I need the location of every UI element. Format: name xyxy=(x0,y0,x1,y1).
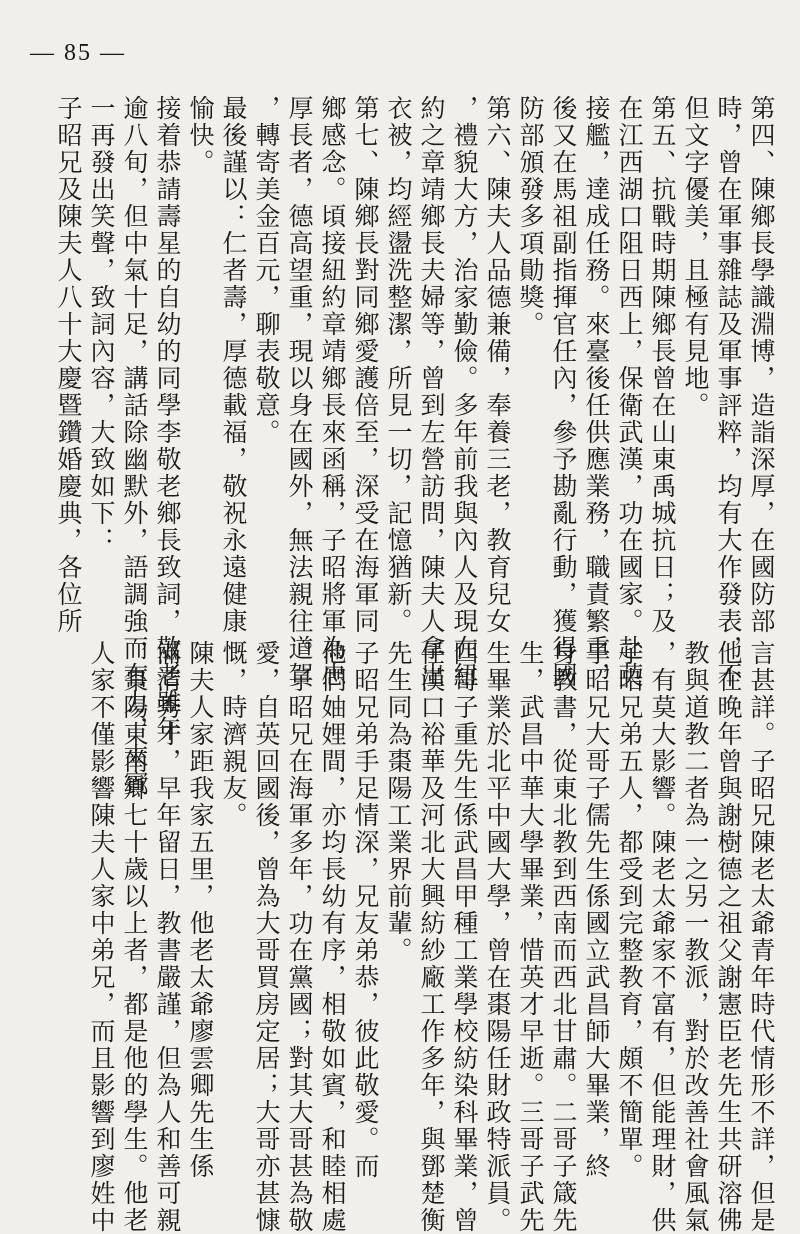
text-column: 在江西湖口阻日西上，保衛武漢，功在國家。赴英 xyxy=(615,95,644,689)
text-column: 子昭兄弟五人，都受到完整教育，頗不簡單。 xyxy=(615,640,644,1180)
text-column: 陳夫人家距我家五里，他老太爺廖雲卿先生係 xyxy=(186,640,215,1180)
text-column: ，禮貌大方，治家勤儉。多年前我與內人及現在紐 xyxy=(450,95,479,689)
text-column: 子昭兄大哥子儒先生係國立武昌師大畢業，終 xyxy=(582,640,611,1180)
text-column: 他在晚年曾與謝樹德之祖父謝憲臣老先生共研溶佛 xyxy=(714,640,743,1234)
text-column: 逾八旬，但中氣十足，講話除幽默外，語調強而有力，來賓 xyxy=(120,95,149,797)
text-column: 四哥子重先生係武昌甲種工業學校紡染科畢業，曾 xyxy=(450,640,479,1234)
text-column: 第六、陳夫人品德兼備，奉養三老，教育兒女 xyxy=(483,95,512,635)
lower-text-block xyxy=(85,640,778,1234)
text-column: 鄉感念。頃接紐約章靖鄉長來函稱，子昭將軍為忠 xyxy=(318,95,347,689)
text-column: 慨，時濟親友。 xyxy=(219,640,248,829)
text-column: 接着恭請壽星的自幼的同學李敬老鄉長致詞，敬老雖年 xyxy=(153,95,182,743)
text-column: 教與道教二者為一之另一教派，對於改善社會風氣 xyxy=(681,640,710,1234)
text-column: 。子昭兄在海軍多年，功在黨國；對其大哥甚為敬 xyxy=(285,640,314,1234)
text-column: 任漢口裕華及河北大興紡紗廠工作多年，與鄧楚衡 xyxy=(417,640,446,1234)
text-column: 厚長者，德高望重，現以身在國外，無法親往道賀 xyxy=(285,95,314,689)
text-column: ，棗陽東南鄉七十歲以上者，都是他的學生。他老 xyxy=(120,640,149,1234)
page-number: — 85 — xyxy=(30,40,126,66)
text-column: 第五、抗戰時期陳鄉長曾在山東禹城抗日；及 xyxy=(648,95,677,635)
text-column: ，有莫大影響。陳老太爺家不富有，但能理財，供 xyxy=(648,640,677,1234)
text-column: 子昭兄弟手足情深，兄友弟恭，彼此敬愛。而 xyxy=(351,640,380,1180)
text-column: 最後謹以：仁者壽，厚德載福，敬祝永遠健康 xyxy=(219,95,248,635)
text-column: 他們妯娌間，亦均長幼有序，相敬如賓，和睦相處 xyxy=(318,640,347,1234)
text-column: 滿清秀才，早年留日，教書嚴謹，但為人和善可親 xyxy=(153,640,182,1234)
text-column: ，轉寄美金百元，聊表敬意。 xyxy=(252,95,281,446)
text-column: 一再發出笑聲，致詞內容，大致如下： xyxy=(87,95,116,554)
text-column: 時，曾在軍事雜誌及軍事評粹，均有大作發表，不 xyxy=(714,95,743,689)
text-column: 防部頒發多項勛獎。 xyxy=(516,95,545,338)
text-column: 言甚詳。子昭兄陳老太爺青年時代情形不詳，但是 xyxy=(747,640,776,1234)
text-column: 接艦，達成任務。來臺後任供應業務，職責繁重， xyxy=(582,95,611,689)
text-column: 生畢業於北平中國大學，曾在棗陽任財政特派員。 xyxy=(483,640,512,1234)
text-column: 生，武昌中華大學畢業，惜英才早逝。三哥子武先 xyxy=(516,640,545,1234)
text-column: 人家不僅影響陳夫人家中弟兄，而且影響到廖姓中 xyxy=(87,640,116,1234)
text-column: 子昭兄及陳夫人八十大慶暨鑽婚慶典，各位所 xyxy=(54,95,83,635)
text-column: 愉快。 xyxy=(186,95,215,176)
text-column: 衣被，均經盪洗整潔，所見一切，記憶猶新。 xyxy=(384,95,413,635)
text-column: 但文字優美，且極有見地。 xyxy=(681,95,710,419)
text-column: 第四、陳鄉長學識淵博，造詣深厚，在國防部 xyxy=(747,95,776,635)
text-column: 後又在馬祖副指揮官任內，參予勘亂行動，獲得國 xyxy=(549,95,578,689)
text-column: 愛，自英回國後，曾為大哥買房定居；大哥亦甚慷 xyxy=(252,640,281,1234)
text-column: 先生同為棗陽工業界前輩。 xyxy=(384,640,413,964)
text-column: 約之章靖鄉長夫婦等，曾到左營訪問，陳夫人拿出 xyxy=(417,95,446,689)
text-column: 身教書，從東北教到西南而西北甘肅。二哥子箴先 xyxy=(549,640,578,1234)
text-column: 第七、陳鄉長對同鄉愛護倍至，深受在海軍同 xyxy=(351,95,380,635)
